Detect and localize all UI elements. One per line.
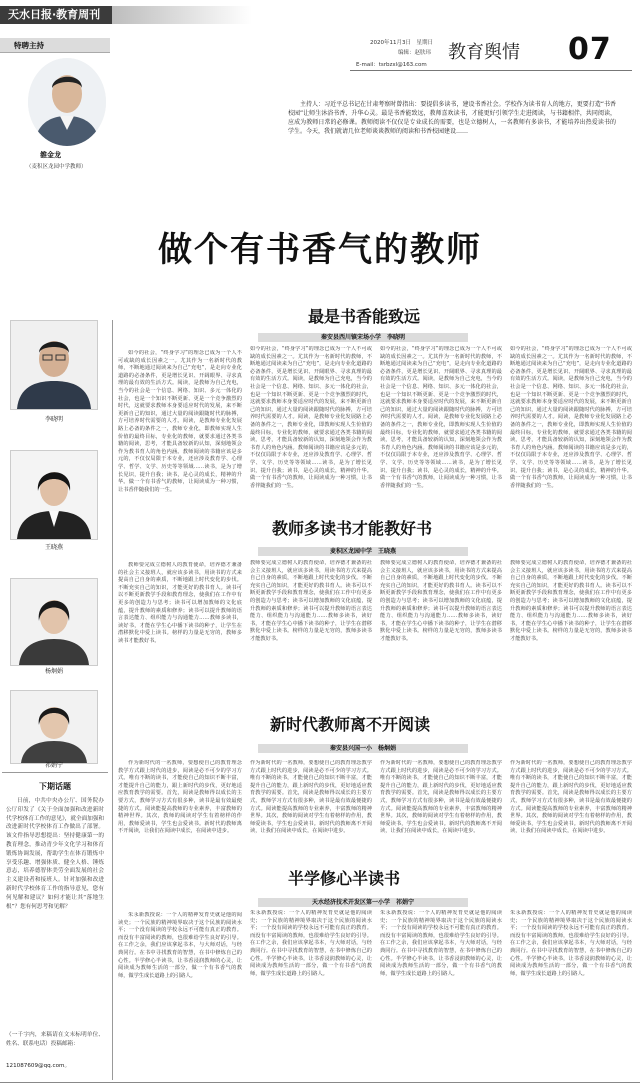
host-intro: 主持人：习近平总书记在甘肃考察时曾指出：要提倡多读书，建设书香社会。学校作为读书育人的地方，更要打造“书香校园”让师生沐浴书香、升华心灵。最是书香能致远，教师喜欢读书，才能更好引领学生走进阅读，与书籍相伴，共同阅读，应成为教师日常的必修课。教师阅读不仅仅是专业成长的需要，也是立德树人，一名教师有多读书，才能培养出热爱读书的学生。今天，我们就请几位老师谈谈教师的阅读和书香校园建设……: [288, 101, 616, 135]
next-topic-title: 下期话题: [39, 782, 71, 791]
host-label: 特聘主持: [14, 41, 44, 50]
portrait-1-photo-icon: [11, 321, 97, 409]
bottom-rule: [0, 1082, 640, 1083]
section-name: 教育舆情: [448, 42, 520, 63]
portrait-3: [10, 578, 98, 666]
header-editor: 编辑：赵肤玮: [398, 50, 432, 56]
section-1-col-2: 如今的社会，“终身学习”的理念已成为一个人不可或缺的成长因素之一。尤其作为一名新时代的教师，不断地通过阅读来为自己“充电”，是走向专业化道路的必备条件，更是增长见识、开阔眼界、寻求真理的最有效的生活方式。阅读，是教师为自己充电，当今的社会是一个信息、网络、知识、多元一体化的社会，也是一个知识不断更新、更是一个竞争激烈的时代，这就要求教师本身要适应时代的发展，来不断更新自己的知识，通过大量的阅读跟随时代的脉搏，方可培养时代需要的人才。阅读，是教师专业化发展路上必备的条件之一，教师专业化，即教师实现人生价值的最终目标，专业化的教师，就要求通过各类书籍的阅读，思考，才能具备较新的认知，深刻地领会作为教书育人的角色内涵。教师阅读的书籍应该是多元的，不仅仅局限于本专业，还应涉及教育学、心理学、哲学、文学、历史等等领域……读书，是为了增长见识，提升自我；读书，是心灵的成长，精神的升华。做一个有书香气的教师，让阅读成为一种习惯，让书香伴随我们的一生。: [250, 346, 372, 489]
portrait-3-photo-icon: [11, 579, 97, 665]
section-3-col-4: 作为新时代的一名教师，要想使自己的教育理念教学方式跟上时代的进步，阅读是必不可少的学习方式。唯有不断的读书，才能使自己的知识不断丰富，才能提升自己的能力，跟上新时代的步伐，更好地适应教育教学的需要。首先，阅读是教师得以成长的主要方式，教师学习方式有很多种，读书是最有效最便捷的方式。阅读能提高教师的专业素养，丰富教师的精神世界。其次，教师的阅读对学生有着榜样的作用，教师爱读书，学生也会爱读书。新时代的教师离不开阅读，让我们在阅读中成长，在阅读中进步。: [510, 760, 632, 835]
header-rule: [350, 70, 632, 71]
page-number: 07: [568, 32, 612, 67]
section-2-title: 教师多读书才能教好书: [272, 519, 433, 538]
masthead-band-tail: [112, 6, 252, 24]
section-1-col-3: 如今的社会，“终身学习”的理念已成为一个人不可或缺的成长因素之一。尤其作为一名新时代的教师，不断地通过阅读来为自己“充电”，是走向专业化道路的必备条件，更是增长见识、开阔眼界、寻求真理的最有效的生活方式。阅读，是教师为自己充电，当今的社会是一个信息、网络、知识、多元一体化的社会，也是一个知识不断更新、更是一个竞争激烈的时代，这就要求教师本身要适应时代的发展，来不断更新自己的知识，通过大量的阅读跟随时代的脉搏，方可培养时代需要的人才。阅读，是教师专业化发展路上必备的条件之一，教师专业化，即教师实现人生价值的最终目标，专业化的教师，就要求通过各类书籍的阅读，思考，才能具备较新的认知，深刻地领会作为教书育人的角色内涵。教师阅读的书籍应该是多元的，不仅仅局限于本专业，还应涉及教育学、心理学、哲学、文学、历史等等领域……读书，是为了增长见识，提升自我；读书，是心灵的成长，精神的升华。做一个有书香气的教师，让阅读成为一种习惯，让书香伴随我们的一生。: [380, 346, 502, 489]
section-4-title: 半学修心半读书: [288, 869, 401, 888]
section-1-col-1: 如今的社会，“终身学习”的理念已成为一个人不可或缺的成长因素之一。尤其作为一名新时代的教师，不断地通过阅读来为自己“充电”，是走向专业化道路的必备条件，更是增长见识、开阔眼界、寻求真理的最有效的生活方式。阅读，是教师为自己充电，当今的社会是一个信息、网络、知识、多元一体化的社会，也是一个知识不断更新、更是一个竞争激烈的时代，这就要求教师本身要适应时代的发展，来不断更新自己的知识，通过大量的阅读跟随时代的脉搏，方可培养时代需要的人才。阅读，是教师专业化发展路上必备的条件之一，教师专业化，即教师实现人生价值的最终目标，专业化的教师，就要求通过各类书籍的阅读，思考，才能具备较新的认知，深刻地领会作为教书育人的角色内涵。教师阅读的书籍应该是多元的，不仅仅局限于本专业，还应涉及教育学、心理学、哲学、文学、历史等等领域……读书，是为了增长见识，提升自我；读书，是心灵的成长，精神的升华。做一个有书香气的教师，让阅读成为一种习惯，让书香伴随我们的一生。: [118, 350, 242, 493]
section-4-col-4: 朱永新教授说：一个人的精神发育史就是他的阅读史；一个民族的精神境界取决于这个民族的阅读水平；一个没有阅读的学校永远不可能有真正的教育。而没有丰富阅读的教师，也很难给学生良好的引导。在工作之余，我们应该拿起书本，与大师对话，与经典同行。在书中寻找教育的智慧，在书中修炼自己的心性。半学修心半读书，让书香浸润教师的心灵，让阅读成为教师生活的一部分，做一个有书香气的教师，做学生成长道路上的引路人。: [510, 910, 632, 977]
section-4-col-1: 朱永新教授说：一个人的精神发育史就是他的阅读史；一个民族的精神境界取决于这个民族的阅读水平；一个没有阅读的学校永远不可能有真正的教育。而没有丰富阅读的教师，也很难给学生良好的引导。在工作之余，我们应该拿起书本，与大师对话，与经典同行。在书中寻找教育的智慧，在书中修炼自己的心性。半学修心半读书，让书香浸润教师的心灵，让阅读成为教师生活的一部分，做一个有书香气的教师，做学生成长道路上的引路人。: [118, 912, 242, 979]
section-1-title: 最是书香能致远: [308, 307, 421, 326]
section-2-col-3: 教师要完成立德树人的教育使命，培养德才兼备的社会主义接班人，就应该多读书，用读书的方式来提高自己自身的素质，不断地跟上时代变化的步伐。不断充实自己的知识，才能更好的教书育人。读书可以不断更新教学手段和教育理念，使我们在工作中有更多的创造力与思考；读书可以增加教师的文化底蕴，提升教师的素质和修养；读书可以提升教师的语言表达能力、组织能力与沟通能力……教师多读书，读好书，才能在学生心中播下读书的种子，让学生在潜移默化中爱上读书。榜样的力量是无穷的，教师多读书才能教好书。: [380, 560, 502, 642]
masthead-bar: [0, 0, 640, 32]
host-portrait: [28, 58, 106, 146]
host-affiliation: （麦积区龙园中学教师）: [26, 164, 87, 170]
portrait-4: [10, 690, 98, 764]
masthead-title: 天水日报·教育周刊: [8, 8, 101, 21]
portrait-4-photo-icon: [11, 691, 97, 763]
section-3-col-3: 作为新时代的一名教师，要想使自己的教育理念教学方式跟上时代的进步，阅读是必不可少的学习方式。唯有不断的读书，才能使自己的知识不断丰富，才能提升自己的能力，跟上新时代的步伐，更好地适应教育教学的需要。首先，阅读是教师得以成长的主要方式，教师学习方式有很多种，读书是最有效最便捷的方式。阅读能提高教师的专业素养，丰富教师的精神世界。其次，教师的阅读对学生有着榜样的作用，教师爱读书，学生也会爱读书。新时代的教师离不开阅读，让我们在阅读中成长，在阅读中进步。: [380, 760, 502, 835]
headline: 做个有书香气的教师: [158, 230, 482, 270]
host-photo-icon: [28, 58, 106, 146]
section-4-byline: 天水经济技术开发区第一小学 祁娟宁: [258, 898, 468, 907]
section-2-col-2: 教师要完成立德树人的教育使命，培养德才兼备的社会主义接班人，就应该多读书，用读书的方式来提高自己自身的素质，不断地跟上时代变化的步伐。不断充实自己的知识，才能更好的教书育人。读书可以不断更新教学手段和教育理念，使我们在工作中有更多的创造力与思考；读书可以增加教师的文化底蕴，提升教师的素质和修养；读书可以提升教师的语言表达能力、组织能力与沟通能力……教师多读书，读好书，才能在学生心中播下读书的种子，让学生在潜移默化中爱上读书。榜样的力量是无穷的，教师多读书才能教好书。: [250, 560, 372, 642]
next-topic-contact: （一千字内，来稿请在文末标明单位、姓名、联系电话）投稿邮箱：: [6, 1032, 104, 1047]
next-topic-box: [2, 772, 108, 1079]
next-topic-body: 日前，中共中央办公厅、国务院办公厅印发了《关于全面加强和改进新时代学校体育工作的意见》，就全面加强和改进新时代学校体育工作做出了部署。该文件指导思想提出：坚持健康第一的教育理念，推动青少年文化学习和体育锻炼协调发展，帮助学生在体育锻炼中享受乐趣、增强体质、健全人格、锤炼意志，培养德智体美劳全面发展的社会主义建设者和接班人。针对加强和改进新时代学校体育工作的指导意见，您有何见解和建议？如何才能让其“落地生根”？您有何思考和见解？: [6, 798, 104, 910]
section-3-col-2: 作为新时代的一名教师，要想使自己的教育理念教学方式跟上时代的进步，阅读是必不可少的学习方式。唯有不断的读书，才能使自己的知识不断丰富，才能提升自己的能力，跟上新时代的步伐，更好地适应教育教学的需要。首先，阅读是教师得以成长的主要方式，教师学习方式有很多种，读书是最有效最便捷的方式。阅读能提高教师的专业素养，丰富教师的精神世界。其次，教师的阅读对学生有着榜样的作用，教师爱读书，学生也会爱读书。新时代的教师离不开阅读，让我们在阅读中成长，在阅读中进步。: [250, 760, 372, 835]
section-4-col-2: 朱永新教授说：一个人的精神发育史就是他的阅读史；一个民族的精神境界取决于这个民族的阅读水平；一个没有阅读的学校永远不可能有真正的教育。而没有丰富阅读的教师，也很难给学生良好的引导。在工作之余，我们应该拿起书本，与大师对话，与经典同行。在书中寻找教育的智慧，在书中修炼自己的心性。半学修心半读书，让书香浸润教师的心灵，让阅读成为教师生活的一部分，做一个有书香气的教师，做学生成长道路上的引路人。: [250, 910, 372, 977]
portrait-1-name: 李晓明: [44, 416, 63, 423]
portrait-2-name: 王晓燕: [44, 544, 63, 551]
portrait-1: [10, 320, 98, 410]
section-2-col-1: 教师要完成立德树人的教育使命，培养德才兼备的社会主义接班人，就应该多读书，用读书的方式来提高自己自身的素质，不断地跟上时代变化的步伐。不断充实自己的知识，才能更好的教书育人。读书可以不断更新教学手段和教育理念，使我们在工作中有更多的创造力与思考；读书可以增加教师的文化底蕴，提升教师的素质和修养；读书可以提升教师的语言表达能力、组织能力与沟通能力……教师多读书，读好书，才能在学生心中播下读书的种子，让学生在潜移默化中爱上读书。榜样的力量是无穷的，教师多读书才能教好书。: [118, 562, 242, 644]
portrait-2: [10, 450, 98, 540]
portrait-3-name: 杨炯娟: [44, 668, 63, 675]
header-date: 2020年11月3日 星期日: [370, 40, 433, 46]
section-1-col-4: 如今的社会，“终身学习”的理念已成为一个人不可或缺的成长因素之一。尤其作为一名新时代的教师，不断地通过阅读来为自己“充电”，是走向专业化道路的必备条件，更是增长见识、开阔眼界、寻求真理的最有效的生活方式。阅读，是教师为自己充电，当今的社会是一个信息、网络、知识、多元一体化的社会，也是一个知识不断更新、更是一个竞争激烈的时代，这就要求教师本身要适应时代的发展，来不断更新自己的知识，通过大量的阅读跟随时代的脉搏，方可培养时代需要的人才。阅读，是教师专业化发展路上必备的条件之一，教师专业化，即教师实现人生价值的最终目标，专业化的教师，就要求通过各类书籍的阅读，思考，才能具备较新的认知，深刻地领会作为教书育人的角色内涵。教师阅读的书籍应该是多元的，不仅仅局限于本专业，还应涉及教育学、心理学、哲学、文学、历史等等领域……读书，是为了增长见识，提升自我；读书，是心灵的成长，精神的升华。做一个有书香气的教师，让阅读成为一种习惯，让书香伴随我们的一生。: [510, 346, 632, 489]
left-column-divider: [112, 320, 113, 1080]
section-2-col-4: 教师要完成立德树人的教育使命，培养德才兼备的社会主义接班人，就应该多读书，用读书的方式来提高自己自身的素质，不断地跟上时代变化的步伐。不断充实自己的知识，才能更好的教书育人。读书可以不断更新教学手段和教育理念，使我们在工作中有更多的创造力与思考；读书可以增加教师的文化底蕴，提升教师的素质和修养；读书可以提升教师的语言表达能力、组织能力与沟通能力……教师多读书，读好书，才能在学生心中播下读书的种子，让学生在潜移默化中爱上读书。榜样的力量是无穷的，教师多读书才能教好书。: [510, 560, 632, 642]
next-topic-email: 121087609@qq.com。: [6, 1063, 71, 1069]
section-2-byline: 麦积区龙园中学 王晓燕: [258, 547, 468, 556]
host-name: 雒金龙: [40, 151, 61, 159]
portrait-4-name: 祁娟宁: [44, 762, 63, 769]
section-1-byline: 秦安县西川镇宋场小学 李晓明: [258, 333, 468, 342]
portrait-2-photo-icon: [11, 451, 97, 539]
section-3-byline: 秦安县兴国一小 杨炯娟: [258, 744, 468, 753]
section-4-col-3: 朱永新教授说：一个人的精神发育史就是他的阅读史；一个民族的精神境界取决于这个民族的阅读水平；一个没有阅读的学校永远不可能有真正的教育。而没有丰富阅读的教师，也很难给学生良好的引导。在工作之余，我们应该拿起书本，与大师对话，与经典同行。在书中寻找教育的智慧，在书中修炼自己的心性。半学修心半读书，让书香浸润教师的心灵，让阅读成为教师生活的一部分，做一个有书香气的教师，做学生成长道路上的引路人。: [380, 910, 502, 977]
section-3-col-1: 作为新时代的一名教师，要想使自己的教育理念教学方式跟上时代的进步，阅读是必不可少的学习方式。唯有不断的读书，才能使自己的知识不断丰富，才能提升自己的能力，跟上新时代的步伐，更好地适应教育教学的需要。首先，阅读是教师得以成长的主要方式，教师学习方式有很多种，读书是最有效最便捷的方式。阅读能提高教师的专业素养，丰富教师的精神世界。其次，教师的阅读对学生有着榜样的作用，教师爱读书，学生也会爱读书。新时代的教师离不开阅读，让我们在阅读中成长，在阅读中进步。: [118, 760, 242, 835]
section-3-title: 新时代教师离不开阅读: [270, 715, 431, 734]
header-email: E-mail：tsrbzxl@163.com: [356, 62, 427, 68]
